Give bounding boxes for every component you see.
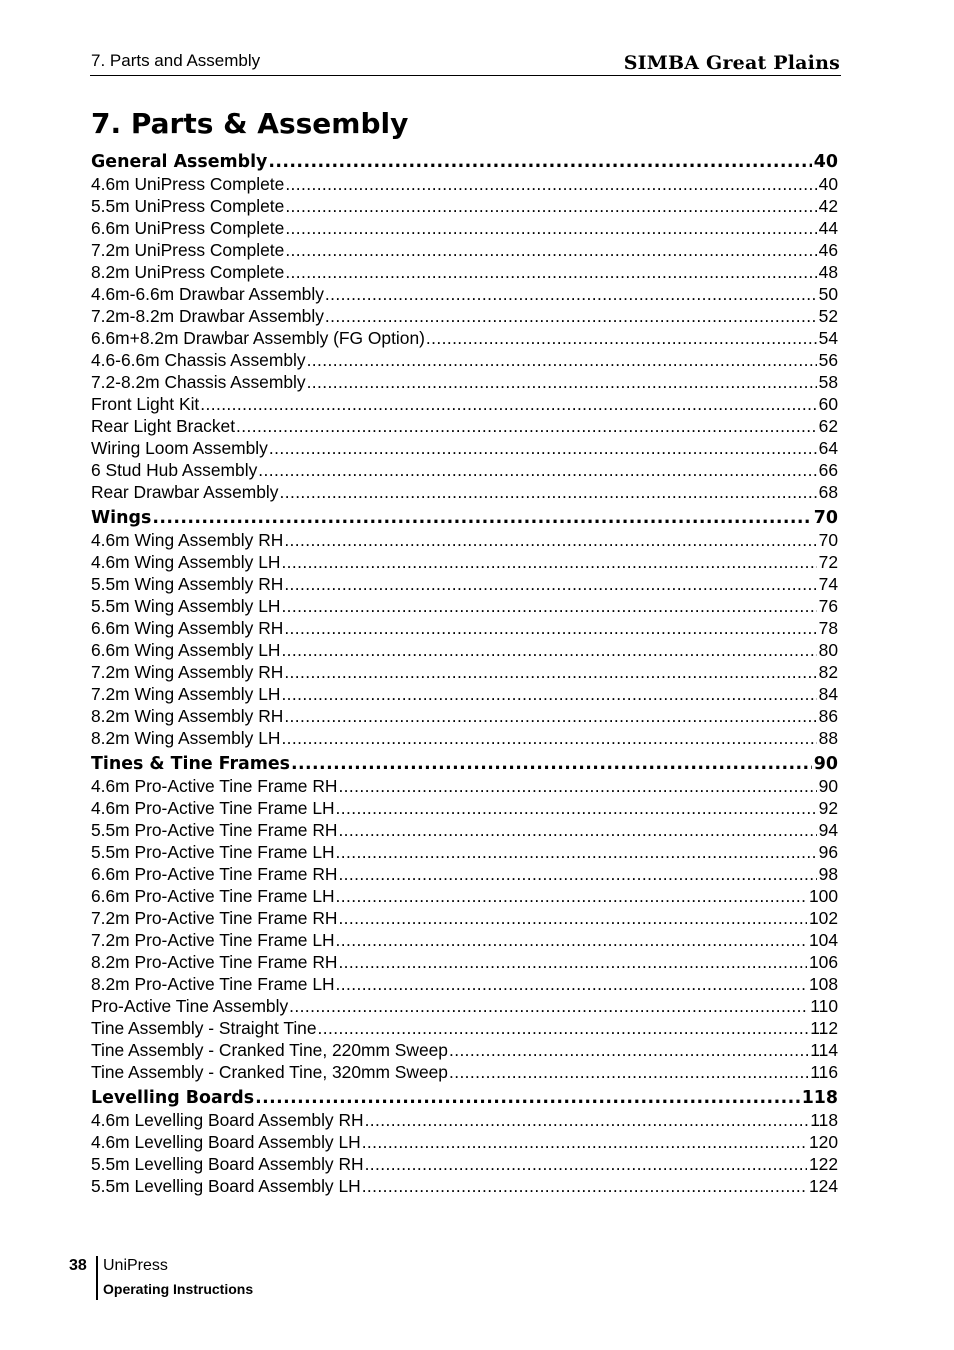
toc-entry[interactable] — [91, 327, 838, 349]
toc-entry-label: 4.6m Levelling Board Assembly LH — [91, 1132, 361, 1152]
dot-leader — [285, 239, 816, 261]
toc-entry-page: 48 — [818, 262, 838, 282]
toc-entry-page: 112 — [810, 1018, 838, 1038]
toc-entry-page: 74 — [818, 574, 838, 594]
dot-leader — [338, 951, 807, 973]
dot-leader — [362, 1131, 807, 1153]
footer-divider — [96, 1256, 98, 1300]
toc-entry-label: Pro-Active Tine Assembly — [91, 996, 289, 1016]
dot-leader — [426, 327, 817, 349]
toc-entry[interactable] — [91, 973, 838, 995]
dot-leader — [338, 863, 816, 885]
toc-entry-label: 8.2m Pro-Active Tine Frame RH — [91, 952, 338, 972]
toc-entry-page: 42 — [818, 196, 838, 216]
page-title: 7. Parts & Assembly — [91, 107, 409, 140]
toc-entry-page: 52 — [818, 306, 838, 326]
toc-section-heading[interactable] — [91, 753, 838, 775]
dot-leader — [325, 305, 817, 327]
toc-section — [91, 151, 838, 503]
toc-entry-page: 66 — [818, 460, 838, 480]
toc-entry-label: 5.5m UniPress Complete — [91, 196, 285, 216]
toc-entry-label: 5.5m Levelling Board Assembly RH — [91, 1154, 364, 1174]
toc-entry-label: 4.6m UniPress Complete — [91, 174, 285, 194]
toc-entry[interactable] — [91, 595, 838, 617]
toc-entry-page: 114 — [810, 1040, 838, 1060]
toc-entry[interactable] — [91, 349, 838, 371]
toc-entry[interactable] — [91, 1039, 838, 1061]
dot-leader — [338, 775, 816, 797]
dot-leader — [284, 529, 816, 551]
dot-leader — [449, 1061, 808, 1083]
toc-entry[interactable] — [91, 1175, 838, 1197]
toc-entry[interactable] — [91, 1061, 838, 1083]
toc-entry-page: 98 — [818, 864, 838, 884]
toc-section — [91, 753, 838, 1083]
toc-entry-page: 62 — [818, 416, 838, 436]
toc-entry-label: 7.2m-8.2m Drawbar Assembly — [91, 306, 324, 326]
dot-leader — [285, 195, 816, 217]
toc-section-heading-page: 70 — [813, 508, 838, 528]
dot-leader — [336, 797, 817, 819]
toc-entry-label: 6.6m UniPress Complete — [91, 218, 285, 238]
toc-section-heading[interactable] — [91, 151, 838, 173]
toc-entry-page: 80 — [818, 640, 838, 660]
toc-entry[interactable] — [91, 529, 838, 551]
toc-section — [91, 507, 838, 749]
toc-entry-label: 8.2m Pro-Active Tine Frame LH — [91, 974, 335, 994]
page-number: 38 — [69, 1257, 87, 1274]
dot-leader — [336, 885, 807, 907]
dot-leader — [284, 617, 816, 639]
toc-entry[interactable] — [91, 239, 838, 261]
dot-leader — [152, 507, 811, 529]
toc-entry-page: 108 — [808, 974, 838, 994]
dot-leader — [200, 393, 816, 415]
toc-entry-label: 4.6m Pro-Active Tine Frame RH — [91, 776, 338, 796]
toc-entry-label: Wiring Loom Assembly — [91, 438, 268, 458]
toc-entry[interactable] — [91, 437, 838, 459]
toc-entry[interactable] — [91, 683, 838, 705]
dot-leader — [291, 753, 812, 775]
toc-entry[interactable] — [91, 661, 838, 683]
toc-entry-label: 5.5m Pro-Active Tine Frame LH — [91, 842, 335, 862]
toc-entry-label: 4.6m Wing Assembly RH — [91, 530, 284, 550]
dot-leader — [236, 415, 817, 437]
toc-section-heading-label: Tines & Tine Frames — [91, 754, 291, 774]
toc-entry-label: 6.6m Pro-Active Tine Frame RH — [91, 864, 338, 884]
toc-entry-page: 72 — [818, 552, 838, 572]
toc-entry[interactable] — [91, 929, 838, 951]
dot-leader — [281, 683, 816, 705]
toc-entry-label: 6.6m Pro-Active Tine Frame LH — [91, 886, 335, 906]
toc-entry-label: Tine Assembly - Straight Tine — [91, 1018, 317, 1038]
header-section-title: 7. Parts and Assembly — [91, 51, 261, 70]
toc-entry[interactable] — [91, 283, 838, 305]
toc-entry[interactable] — [91, 727, 838, 749]
toc-section-heading-page: 118 — [801, 1088, 838, 1108]
toc-section-heading-label: General Assembly — [91, 152, 268, 172]
toc-entry-label: 7.2m Pro-Active Tine Frame LH — [91, 930, 335, 950]
toc-entry[interactable] — [91, 705, 838, 727]
toc-entry[interactable] — [91, 459, 838, 481]
toc-entry[interactable] — [91, 863, 838, 885]
dot-leader — [338, 907, 807, 929]
toc-entry-label: 6.6m Wing Assembly RH — [91, 618, 284, 638]
dot-leader — [289, 995, 808, 1017]
toc-entry-label: 4.6m Wing Assembly LH — [91, 552, 281, 572]
toc-section — [91, 1087, 838, 1197]
dot-leader — [365, 1109, 809, 1131]
dot-leader — [281, 727, 816, 749]
toc-entry-page: 106 — [808, 952, 838, 972]
toc-entry-label: 5.5m Wing Assembly LH — [91, 596, 281, 616]
dot-leader — [281, 639, 816, 661]
toc-entry-page: 84 — [818, 684, 838, 704]
toc-entry-label: 8.2m Wing Assembly LH — [91, 728, 281, 748]
toc-entry[interactable] — [91, 841, 838, 863]
toc-section-heading[interactable] — [91, 1087, 838, 1109]
toc-entry[interactable] — [91, 797, 838, 819]
toc-entry-label: 4.6m Levelling Board Assembly RH — [91, 1110, 364, 1130]
table-of-contents — [91, 151, 838, 1201]
dot-leader — [285, 173, 816, 195]
toc-entry-page: 50 — [818, 284, 838, 304]
brand-logo-text: SIMBA Great Plains — [623, 52, 840, 74]
toc-entry-page: 96 — [818, 842, 838, 862]
toc-entry-page: 70 — [818, 530, 838, 550]
toc-entry-label: 4.6m Pro-Active Tine Frame LH — [91, 798, 335, 818]
toc-entry-page: 90 — [818, 776, 838, 796]
toc-entry-label: Tine Assembly - Cranked Tine, 220mm Sweep — [91, 1040, 448, 1060]
dot-leader — [284, 705, 816, 727]
toc-entry-page: 78 — [818, 618, 838, 638]
toc-entry[interactable] — [91, 1131, 838, 1153]
toc-entry-page: 86 — [818, 706, 838, 726]
toc-section-heading-page: 90 — [813, 754, 838, 774]
toc-entry-label: 7.2m UniPress Complete — [91, 240, 285, 260]
dot-leader — [258, 459, 816, 481]
dot-leader — [281, 595, 816, 617]
toc-entry-page: 68 — [818, 482, 838, 502]
dot-leader — [307, 371, 817, 393]
toc-entry-page: 92 — [818, 798, 838, 818]
dot-leader — [336, 929, 807, 951]
toc-entry-page: 102 — [808, 908, 838, 928]
toc-entry-page: 118 — [810, 1110, 838, 1130]
toc-entry-label: 4.6m-6.6m Drawbar Assembly — [91, 284, 324, 304]
toc-entry-page: 104 — [808, 930, 838, 950]
dot-leader — [284, 661, 816, 683]
toc-entry-page: 100 — [808, 886, 838, 906]
dot-leader — [336, 841, 817, 863]
toc-entry-label: Tine Assembly - Cranked Tine, 320mm Sweep — [91, 1062, 448, 1082]
dot-leader — [325, 283, 817, 305]
toc-entry[interactable] — [91, 551, 838, 573]
dot-leader — [255, 1087, 800, 1109]
toc-section-heading-label: Wings — [91, 508, 152, 528]
toc-section-heading-label: Levelling Boards — [91, 1088, 255, 1108]
toc-entry-label: Front Light Kit — [91, 394, 200, 414]
toc-entry-label: 5.5m Wing Assembly RH — [91, 574, 284, 594]
dot-leader — [281, 551, 816, 573]
toc-entry[interactable] — [91, 885, 838, 907]
toc-entry-page: 120 — [808, 1132, 838, 1152]
toc-entry[interactable] — [91, 261, 838, 283]
toc-entry[interactable] — [91, 415, 838, 437]
dot-leader — [318, 1017, 809, 1039]
toc-entry-label: 5.5m Pro-Active Tine Frame RH — [91, 820, 338, 840]
toc-entry-page: 88 — [818, 728, 838, 748]
dot-leader — [285, 261, 816, 283]
toc-entry[interactable] — [91, 1153, 838, 1175]
toc-entry-label: 4.6-6.6m Chassis Assembly — [91, 350, 306, 370]
toc-entry-label: 7.2-8.2m Chassis Assembly — [91, 372, 306, 392]
toc-entry[interactable] — [91, 371, 838, 393]
toc-entry-page: 56 — [818, 350, 838, 370]
toc-entry-page: 116 — [810, 1062, 838, 1082]
toc-entry[interactable] — [91, 1109, 838, 1131]
dot-leader — [285, 217, 816, 239]
dot-leader — [336, 973, 807, 995]
dot-leader — [365, 1153, 807, 1175]
toc-entry-page: 60 — [818, 394, 838, 414]
toc-entry-label: 8.2m Wing Assembly RH — [91, 706, 284, 726]
toc-entry-label: 8.2m UniPress Complete — [91, 262, 285, 282]
toc-entry-label: 7.2m Pro-Active Tine Frame RH — [91, 908, 338, 928]
toc-entry-page: 122 — [808, 1154, 838, 1174]
toc-entry[interactable] — [91, 1017, 838, 1039]
toc-entry-page: 82 — [818, 662, 838, 682]
toc-entry[interactable] — [91, 481, 838, 503]
toc-entry-label: 6 Stud Hub Assembly — [91, 460, 258, 480]
footer-document-type: Operating Instructions — [103, 1281, 254, 1297]
toc-entry[interactable] — [91, 217, 838, 239]
toc-entry-page: 76 — [818, 596, 838, 616]
dot-leader — [338, 819, 816, 841]
toc-entry-page: 64 — [818, 438, 838, 458]
toc-entry[interactable] — [91, 305, 838, 327]
toc-entry-page: 54 — [818, 328, 838, 348]
toc-entry[interactable] — [91, 393, 838, 415]
dot-leader — [362, 1175, 807, 1197]
toc-entry[interactable] — [91, 775, 838, 797]
toc-entry-label: Rear Light Bracket — [91, 416, 236, 436]
dot-leader — [280, 481, 817, 503]
toc-entry-label: 7.2m Wing Assembly RH — [91, 662, 284, 682]
toc-entry[interactable] — [91, 995, 838, 1017]
toc-entry-label: 7.2m Wing Assembly LH — [91, 684, 281, 704]
toc-entry-label: 6.6m+8.2m Drawbar Assembly (FG Option) — [91, 328, 425, 348]
toc-entry-page: 124 — [808, 1176, 838, 1196]
dot-leader — [284, 573, 816, 595]
toc-section-heading[interactable] — [91, 507, 838, 529]
toc-entry-label: 5.5m Levelling Board Assembly LH — [91, 1176, 361, 1196]
dot-leader — [449, 1039, 808, 1061]
toc-entry-page: 58 — [818, 372, 838, 392]
toc-entry[interactable] — [91, 195, 838, 217]
toc-entry[interactable] — [91, 173, 838, 195]
toc-entry[interactable] — [91, 617, 838, 639]
dot-leader — [268, 151, 811, 173]
header-divider — [90, 75, 841, 76]
toc-entry[interactable] — [91, 573, 838, 595]
dot-leader — [269, 437, 817, 459]
footer-product-name: UniPress — [103, 1257, 168, 1274]
toc-entry[interactable] — [91, 907, 838, 929]
toc-entry-page: 40 — [818, 174, 838, 194]
toc-entry-page: 110 — [810, 996, 838, 1016]
toc-entry-page: 94 — [818, 820, 838, 840]
toc-entry-label: Rear Drawbar Assembly — [91, 482, 279, 502]
dot-leader — [307, 349, 817, 371]
toc-entry-label: 6.6m Wing Assembly LH — [91, 640, 281, 660]
toc-section-heading-page: 40 — [813, 152, 838, 172]
toc-entry[interactable] — [91, 639, 838, 661]
toc-entry-page: 46 — [818, 240, 838, 260]
toc-entry-page: 44 — [818, 218, 838, 238]
toc-entry[interactable] — [91, 819, 838, 841]
toc-entry[interactable] — [91, 951, 838, 973]
